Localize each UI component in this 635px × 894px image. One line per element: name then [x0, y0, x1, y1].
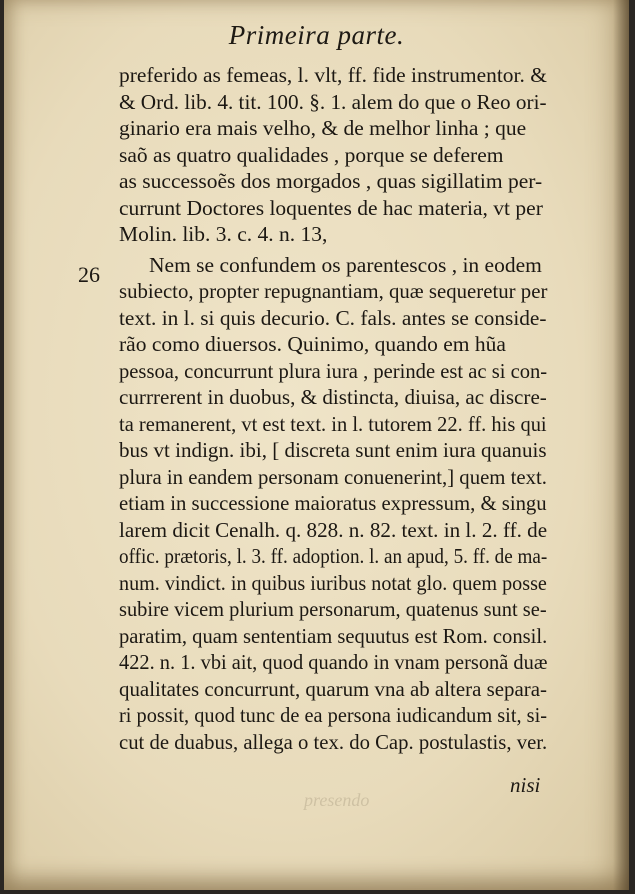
text-line: text. in l. si quis decurio. C. fals. antes se conside-: [119, 305, 547, 330]
text-line: as successoẽs dos morgados , quas sigillatim per-: [119, 169, 543, 193]
text-line: ta remanerent, vt est text. in l. tutorem 22. ff. his qui: [119, 411, 547, 436]
running-header: Primeira parte.: [228, 20, 405, 50]
text-line: subiecto, propter repugnantiam, quæ sequeretur per: [119, 279, 548, 303]
text-line: currunt Doctores loquentes de hac materia, vt per: [119, 195, 543, 220]
text-line: offic. prætoris, l. 3. ff. adoption. l. an apud, 5. ff. de ma-: [119, 544, 548, 568]
text-line: subire vicem plurium personarum, quatenus sunt se-: [119, 597, 547, 621]
catchword: nisi: [510, 773, 541, 797]
text-line: etiam in successione maioratus expressum, & singu: [119, 491, 547, 515]
text-line: & Ord. lib. 4. tit. 100. §. 1. alem do que o Reo ori-: [119, 89, 547, 114]
text-line: plura in eandem personam conuenerint,] quem text.: [119, 464, 547, 489]
text-line: ri possit, quod tunc de ea persona iudicandum sit, si-: [119, 703, 548, 727]
text-line: bus vt indign. ibi, [ discreta sunt enim iura quanuis: [119, 438, 547, 462]
text-line: qualitates concurrunt, quarum vna ab altera separa-: [119, 676, 547, 701]
text-line: cut de duabus, allega o tex. do Cap. postulastis, ver.: [119, 729, 548, 754]
book-page: [4, 0, 629, 890]
text-line: Nem se confundem os parentescos , in eodem: [149, 252, 542, 277]
text-line: num. vindict. in quibus iuribus notat glo. quem posse: [119, 570, 547, 595]
bleed-through-text: presendo: [304, 790, 370, 810]
text-line: rão como diuersos. Quinimo, quando em hũa: [119, 332, 506, 356]
body-text: [4, 0, 629, 890]
text-line: saõ as quatro qualidades , porque se deferem: [119, 142, 504, 167]
margin-number: 26: [78, 262, 100, 287]
text-line: Molin. lib. 3. c. 4. n. 13,: [119, 222, 328, 246]
text-line: preferido as femeas, l. vlt, ff. fide instrumentor. &: [119, 63, 547, 87]
text-line: currrerent in duobus, & distincta, diuisa, ac discre-: [119, 385, 547, 409]
text-line: ginario era mais velho, & de melhor linha ; que: [119, 116, 527, 140]
text-line: 422. n. 1. vbi ait, quod quando in vnam personã duæ: [119, 650, 548, 674]
text-line: pessoa, concurrunt plura iura , perinde est ac si con-: [119, 358, 548, 383]
text-line: larem dicit Cenalh. q. 828. n. 82. text. in l. 2. ff. de: [119, 517, 548, 542]
text-line: paratim, quam sententiam sequutus est Rom. consil.: [119, 623, 548, 648]
